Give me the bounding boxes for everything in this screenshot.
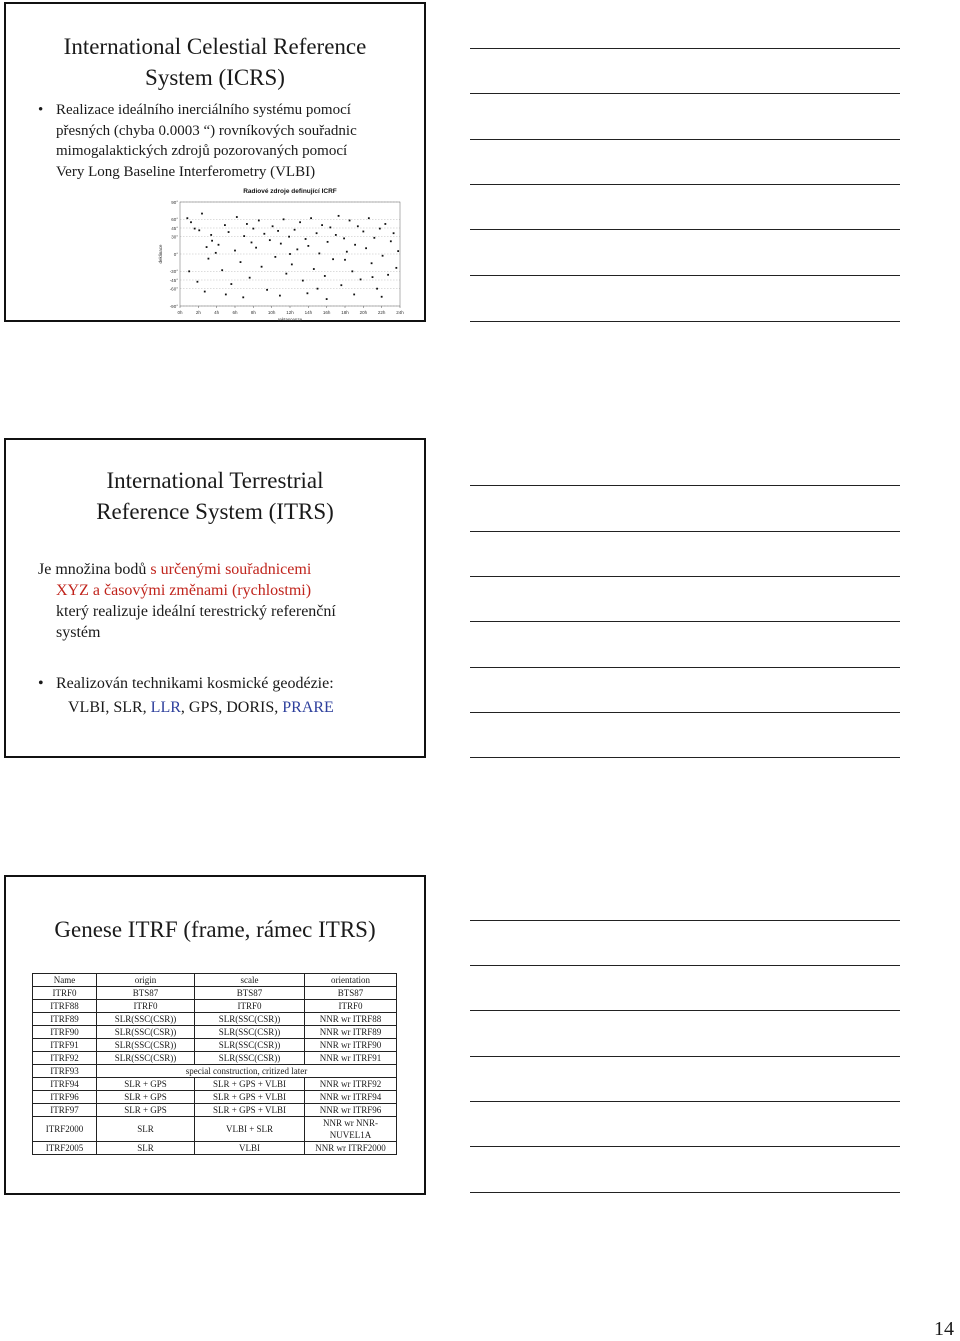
chart-point — [382, 255, 384, 257]
table-cell: SLR + GPS + VLBI — [195, 1091, 305, 1104]
table-cell: BTS87 — [305, 987, 397, 1000]
y-axis-label: deklinace — [158, 244, 163, 264]
chart-point — [261, 266, 263, 268]
table-cell: NNR wr ITRF90 — [305, 1039, 397, 1052]
chart-point — [327, 241, 329, 243]
chart-point — [206, 246, 208, 248]
slide-itrs — [4, 438, 426, 758]
chart-point — [393, 232, 395, 234]
x-tick-label: 6h — [232, 310, 238, 315]
table-cell: scale — [195, 974, 305, 987]
chart-point — [263, 233, 265, 235]
chart-point — [228, 231, 230, 233]
chart-point — [234, 250, 236, 252]
techniques-line — [56, 696, 404, 720]
table-cell: ITRF0 — [97, 1000, 195, 1013]
table-cell: NNR wr ITRF91 — [305, 1052, 397, 1065]
chart-point — [272, 225, 274, 227]
chart-point — [285, 273, 287, 275]
table-cell: NNR wr NNR-NUVEL1A — [305, 1117, 397, 1142]
table-cell: SLR(SSC(CSR)) — [97, 1013, 195, 1026]
chart-point — [371, 262, 373, 264]
x-tick-label: 4h — [214, 310, 220, 315]
paragraph-line — [38, 580, 410, 601]
table-cell: SLR(SSC(CSR)) — [97, 1039, 195, 1052]
bullet-list — [36, 100, 404, 182]
chart-point — [274, 256, 276, 258]
table-cell: ITRF2000 — [33, 1117, 97, 1142]
table-cell: SLR + GPS + VLBI — [195, 1078, 305, 1091]
table-cell: VLBI + SLR — [195, 1117, 305, 1142]
chart-point — [357, 225, 359, 227]
y-tick-label: 60° — [171, 217, 178, 223]
chart-point — [218, 244, 220, 246]
table-cell: SLR(SSC(CSR)) — [195, 1039, 305, 1052]
technique-highlight: PRARE — [282, 699, 334, 716]
chart-point — [240, 261, 242, 263]
chart-point — [266, 289, 268, 291]
table-cell: SLR — [97, 1117, 195, 1142]
table-cell: special construction, critized later — [97, 1065, 397, 1078]
notes-line — [470, 531, 900, 532]
chart-title: Radiové zdroje definující ICRF — [243, 188, 337, 195]
chart-point — [236, 216, 238, 218]
chart-point — [321, 224, 323, 226]
paragraph-highlight: XYZ a časovými změnami (rychlostmi) — [56, 582, 312, 599]
chart-point — [225, 294, 227, 296]
chart-point — [351, 270, 353, 272]
table-cell: ITRF97 — [33, 1104, 97, 1117]
table-row — [33, 1078, 397, 1091]
table-header-row — [33, 974, 397, 987]
chart-point — [329, 227, 331, 229]
notes-line — [470, 184, 900, 185]
notes-line — [470, 139, 900, 140]
chart-point — [249, 277, 251, 279]
table-cell: Name — [33, 974, 97, 987]
chart-point — [381, 296, 383, 298]
table-row — [33, 1104, 397, 1117]
table-cell: ITRF90 — [33, 1026, 97, 1039]
table-cell: SLR + GPS + VLBI — [195, 1104, 305, 1117]
chart-point — [211, 240, 213, 242]
chart-point — [397, 250, 399, 252]
chart-point — [307, 245, 309, 247]
table-row — [33, 987, 397, 1000]
chart-point — [194, 228, 196, 230]
chart-point — [307, 292, 309, 294]
notes-line — [470, 275, 900, 276]
chart-point — [390, 240, 392, 242]
table-cell: SLR + GPS — [97, 1104, 195, 1117]
table-cell: ITRF89 — [33, 1013, 97, 1026]
table-row — [33, 1039, 397, 1052]
chart-point — [302, 280, 304, 282]
chart-point — [316, 232, 318, 234]
y-tick-label: 30° — [171, 234, 178, 240]
table-cell: NNR wr ITRF89 — [305, 1026, 397, 1039]
chart-point — [277, 230, 279, 232]
chart-point — [215, 252, 217, 254]
x-tick-label: 0h — [177, 310, 183, 315]
notes-line — [470, 48, 900, 49]
x-tick-label: 24h — [396, 310, 404, 315]
table-row — [33, 1000, 397, 1013]
chart-point — [190, 221, 192, 223]
x-tick-label: 14h — [304, 310, 313, 315]
chart-point — [258, 220, 260, 222]
chart-point — [340, 284, 342, 286]
paragraph-line: systém — [56, 624, 101, 641]
chart-point — [283, 218, 285, 220]
chart-point — [305, 238, 307, 240]
itrf-table-wrap — [32, 973, 397, 1155]
chart-point — [349, 220, 351, 222]
table-row — [33, 1013, 397, 1026]
chart-point — [379, 228, 381, 230]
y-tick-label: 45° — [171, 225, 178, 231]
chart-point — [372, 276, 374, 278]
chart-point — [296, 248, 298, 250]
notes-line — [470, 321, 900, 322]
chart-point — [362, 231, 364, 233]
table-cell: ITRF94 — [33, 1078, 97, 1091]
bullet-text-line: mimogalaktických zdrojů pozorovaných pomocí — [56, 143, 348, 159]
table-row — [33, 1117, 397, 1142]
notes-line — [470, 1192, 900, 1193]
table-cell: origin — [97, 974, 195, 987]
bullet-text-line: • Realizace ideálního inerciálního systému pomocí — [56, 102, 351, 118]
chart-point — [243, 235, 245, 237]
table-cell: orientation — [305, 974, 397, 987]
bullet-text-line: Very Long Baseline Interferometry (VLBI) — [56, 163, 316, 180]
x-tick-label: 18h — [341, 310, 349, 315]
notes-line — [470, 1146, 900, 1147]
chart-point — [280, 243, 282, 245]
notes-line — [470, 621, 900, 622]
title-line: System (ICRS) — [145, 65, 285, 90]
chart-point — [221, 269, 223, 271]
slide-title: Genese ITRF (frame, rámec ITRS) — [54, 917, 376, 942]
table-cell: ITRF91 — [33, 1039, 97, 1052]
table-cell: BTS87 — [97, 987, 195, 1000]
table-cell: ITRF88 — [33, 1000, 97, 1013]
notes-line — [470, 93, 900, 94]
page-number: 14 — [934, 1318, 954, 1340]
x-tick-label: 10h — [267, 310, 276, 315]
bullet-text-line: • Realizován technikami kosmické geodézie: — [56, 675, 334, 692]
notes-line — [470, 965, 900, 966]
chart-point — [324, 275, 326, 277]
table-cell: SLR(SSC(CSR)) — [195, 1026, 305, 1039]
table-cell: SLR(SSC(CSR)) — [97, 1052, 195, 1065]
chart-point — [197, 281, 199, 283]
chart-point — [188, 270, 190, 272]
chart-point — [317, 288, 319, 290]
chart-point — [201, 213, 203, 215]
chart-point — [313, 268, 315, 270]
x-tick-label: 12h — [286, 310, 294, 315]
chart-point — [246, 223, 248, 225]
table-cell: NNR wr ITRF96 — [305, 1104, 397, 1117]
definition-paragraph — [38, 559, 410, 643]
chart-point — [198, 229, 200, 231]
chart-point — [353, 294, 355, 296]
technique-text: VLBI, SLR, — [68, 699, 151, 716]
title-line: International Celestial Reference — [63, 34, 367, 59]
table-cell: NNR wr ITRF2000 — [305, 1142, 397, 1155]
chart-point — [338, 215, 340, 217]
chart-point — [346, 251, 348, 253]
chart-point — [354, 244, 356, 246]
slide-itrf-genesis — [4, 875, 426, 1195]
chart-point — [294, 229, 296, 231]
table-cell: NNR wr ITRF88 — [305, 1013, 397, 1026]
itrf-table — [32, 973, 397, 1155]
chart-point — [251, 242, 253, 244]
chart-point — [210, 234, 212, 236]
table-cell: NNR wr ITRF92 — [305, 1078, 397, 1091]
notes-line — [470, 712, 900, 713]
paragraph-text: Je množina bodů — [38, 561, 151, 578]
table-cell: ITRF92 — [33, 1052, 97, 1065]
table-cell: ITRF0 — [305, 1000, 397, 1013]
chart-point — [395, 267, 397, 269]
notes-line — [470, 229, 900, 230]
chart-point — [279, 295, 281, 297]
x-tick-label: 2h — [195, 310, 201, 315]
table-cell: ITRF96 — [33, 1091, 97, 1104]
table-cell: SLR + GPS — [97, 1078, 195, 1091]
chart-point — [208, 258, 210, 260]
chart-point — [384, 223, 386, 225]
slide-icrs — [4, 2, 426, 322]
y-tick-label: -90° — [169, 303, 178, 309]
table-cell: SLR(SSC(CSR)) — [195, 1052, 305, 1065]
table-row — [33, 1065, 397, 1078]
technique-highlight: LLR — [150, 699, 181, 716]
chart-point — [387, 274, 389, 276]
slide-title — [6, 31, 424, 93]
notes-line — [470, 920, 900, 921]
chart-point — [289, 253, 291, 255]
paragraph-highlight: s určenými souřadnicemi — [150, 561, 312, 578]
chart-point — [360, 279, 362, 281]
chart-point — [335, 234, 337, 236]
table-cell: ITRF0 — [195, 1000, 305, 1013]
chart-point — [318, 253, 320, 255]
paragraph-line: který realizuje ideální terestrický referenční — [56, 603, 336, 620]
icrf-scatter-chart — [154, 182, 414, 322]
title-line: International Terrestrial — [106, 468, 324, 493]
table-row — [33, 1026, 397, 1039]
table-cell: NNR wr ITRF94 — [305, 1091, 397, 1104]
table-cell: SLR(SSC(CSR)) — [195, 1013, 305, 1026]
chart-point — [376, 288, 378, 290]
table-cell: SLR — [97, 1142, 195, 1155]
notes-line — [470, 757, 900, 758]
x-tick-label: 8h — [250, 310, 256, 315]
notes-line — [470, 576, 900, 577]
chart-point — [186, 217, 188, 219]
table-row — [33, 1052, 397, 1065]
y-tick-label: -30° — [169, 269, 178, 275]
bullet-list — [36, 672, 404, 720]
bullet-text-line: přesných (chyba 0.0003 “) rovníkových souřadnic — [56, 122, 357, 139]
y-tick-label: 0° — [173, 251, 178, 257]
x-tick-label: 16h — [322, 310, 331, 315]
chart-point — [310, 217, 312, 219]
chart-point — [204, 291, 206, 293]
chart-point — [368, 217, 370, 219]
table-cell: BTS87 — [195, 987, 305, 1000]
table-cell: ITRF2005 — [33, 1142, 97, 1155]
chart-point — [343, 238, 345, 240]
chart-point — [344, 259, 346, 261]
paragraph-line — [38, 559, 410, 580]
y-tick-label: -45° — [169, 277, 178, 283]
x-tick-label: 22h — [377, 310, 386, 315]
notes-line — [470, 1010, 900, 1011]
table-cell: ITRF0 — [33, 987, 97, 1000]
title-line: Reference System (ITRS) — [96, 499, 334, 524]
table-cell: VLBI — [195, 1142, 305, 1155]
chart-point — [255, 247, 257, 249]
table-cell: ITRF93 — [33, 1065, 97, 1078]
x-tick-label: 20h — [359, 310, 368, 315]
chart-point — [373, 237, 375, 239]
chart-point — [224, 224, 226, 226]
table-cell: SLR(SSC(CSR)) — [97, 1026, 195, 1039]
notes-line — [470, 667, 900, 668]
chart-point — [299, 221, 301, 223]
chart-point — [230, 283, 232, 285]
bullet-item — [36, 100, 404, 182]
table-row — [33, 1091, 397, 1104]
technique-text: , GPS, DORIS, — [180, 699, 283, 716]
notes-line — [470, 1056, 900, 1057]
bullet-item — [36, 672, 404, 720]
notes-line — [470, 485, 900, 486]
chart-point — [365, 247, 367, 249]
table-cell: SLR + GPS — [97, 1091, 195, 1104]
chart-point — [291, 264, 293, 266]
y-tick-label: -60° — [169, 286, 178, 292]
chart-point — [242, 296, 244, 298]
slide-title — [6, 465, 424, 527]
chart-point — [326, 298, 328, 300]
y-tick-label: 90° — [171, 199, 178, 205]
chart-point — [252, 228, 254, 230]
x-axis-label: rektascenze — [277, 317, 303, 322]
chart-point — [269, 239, 271, 241]
notes-line — [470, 1101, 900, 1102]
chart-point — [332, 258, 334, 260]
table-row — [33, 1142, 397, 1155]
chart-point — [288, 236, 290, 238]
